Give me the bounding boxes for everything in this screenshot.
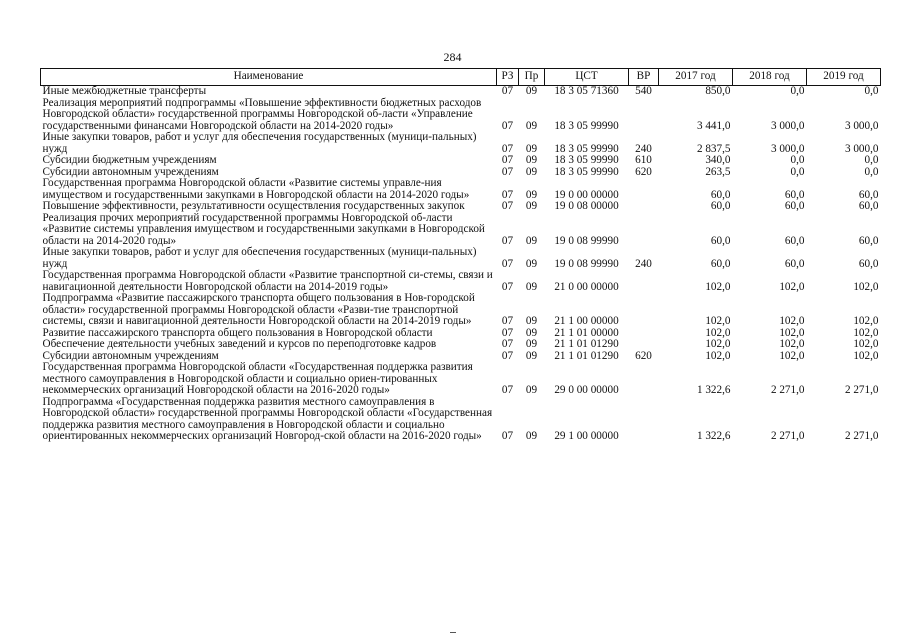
cell-vr: 540 <box>635 85 652 97</box>
cell-pr: 09 <box>525 384 538 396</box>
cell-name: Повышение эффективности, результативности осуществления государственных закупок <box>42 200 465 212</box>
cell-2019: 102,0 <box>853 349 879 362</box>
cell-2018: 3 000,0 <box>770 119 805 132</box>
cell-cst: 18 3 05 71360 <box>554 85 619 97</box>
cell-rz: 07 <box>501 384 514 396</box>
cell-vr <box>629 362 659 397</box>
cell-name: Субсидии бюджетным учреждениям <box>42 154 217 166</box>
cell-vr: 610 <box>635 154 652 166</box>
cell-cst: 29 1 00 00000 <box>554 430 619 442</box>
cell-rz: 07 <box>501 257 514 270</box>
cell-cst: 19 0 08 99990 <box>554 234 619 247</box>
header-cst: ЦСТ <box>545 69 629 86</box>
table-row <box>41 339 881 351</box>
cell-2019: 3 000,0 <box>844 142 879 155</box>
table-row <box>41 155 881 167</box>
cell-2018: 60,0 <box>784 234 805 247</box>
cell-vr <box>629 293 659 328</box>
table-row <box>41 247 881 270</box>
cell-cst: 18 3 05 99990 <box>554 165 619 178</box>
table-row <box>41 132 881 155</box>
cell-2017: 263,5 <box>705 165 731 178</box>
cell-2018: 102,0 <box>779 338 805 350</box>
cell-2017: 102,0 <box>705 349 731 362</box>
cell-rz: 07 <box>501 315 514 327</box>
header-2018: 2018 год <box>733 69 807 86</box>
cell-2019: 102,0 <box>853 315 879 327</box>
cell-2018: 0,0 <box>790 154 805 166</box>
cell-pr: 09 <box>525 165 538 178</box>
table-row <box>41 178 881 201</box>
cell-pr: 09 <box>525 280 538 293</box>
cell-2017: 102,0 <box>705 315 731 327</box>
page-footer-mark <box>450 632 456 633</box>
cell-name: Государственная программа Новгородской области «Развитие системы управле-ния имуществом и государственными закупками в Новгородской области на 2014-2020 годы» <box>42 177 470 201</box>
cell-pr: 09 <box>525 154 538 166</box>
cell-vr: 240 <box>635 257 652 270</box>
cell-rz: 07 <box>501 338 514 350</box>
cell-2017: 1 322,6 <box>696 384 731 396</box>
cell-2018: 102,0 <box>779 280 805 293</box>
cell-name: Государственная программа Новгородской области «Развитие транспортной си-стемы, связи и навигационной деятельности Новгородской области на 2014-2019 годы» <box>42 269 493 293</box>
cell-cst: 19 0 08 00000 <box>554 200 619 212</box>
cell-cst: 18 3 05 99990 <box>554 142 619 155</box>
cell-pr: 09 <box>525 119 538 132</box>
cell-cst: 18 3 05 99990 <box>554 119 619 132</box>
cell-name: Иные закупки товаров, работ и услуг для обеспечения государственных (муници-пальных) нужд <box>42 131 477 155</box>
cell-name: Реализация мероприятий подпрограммы «Повышение эффективности бюджетных расходов Новгородской области» государственной программы Новгородской об-ласти «Управление государственными финансами Новгородской области на 2014-2020 годы» <box>42 96 482 132</box>
cell-2018: 3 000,0 <box>770 142 805 155</box>
cell-cst: 21 1 00 00000 <box>554 315 619 327</box>
cell-2019: 0,0 <box>864 85 879 97</box>
cell-vr <box>629 397 659 443</box>
cell-cst: 21 1 01 00000 <box>554 326 619 339</box>
cell-rz: 07 <box>501 165 514 178</box>
cell-pr: 09 <box>525 188 538 201</box>
cell-name: Иные закупки товаров, работ и услуг для обеспечения государственных (муници-пальных) нужд <box>42 246 477 270</box>
header-pr: Пр <box>519 69 545 86</box>
cell-2017: 340,0 <box>705 154 731 166</box>
cell-vr <box>629 270 659 293</box>
cell-2017: 60,0 <box>710 200 731 212</box>
cell-pr: 09 <box>525 85 538 97</box>
cell-2018: 60,0 <box>784 200 805 212</box>
cell-cst: 29 0 00 00000 <box>554 384 619 396</box>
cell-cst: 21 1 01 01290 <box>554 349 619 362</box>
cell-2019: 102,0 <box>853 338 879 350</box>
table-header-row <box>41 69 881 86</box>
cell-2017: 60,0 <box>710 188 731 201</box>
cell-pr: 09 <box>525 326 538 339</box>
cell-2018: 102,0 <box>779 326 805 339</box>
table-row <box>41 86 881 98</box>
cell-2017: 60,0 <box>710 257 731 270</box>
header-rz: РЗ <box>497 69 519 86</box>
cell-2019: 60,0 <box>858 257 879 270</box>
cell-2017: 102,0 <box>705 338 731 350</box>
cell-rz: 07 <box>501 430 514 442</box>
cell-pr: 09 <box>525 315 538 327</box>
cell-rz: 07 <box>501 119 514 132</box>
cell-2019: 102,0 <box>853 326 879 339</box>
cell-2017: 102,0 <box>705 326 731 339</box>
cell-2017: 850,0 <box>705 85 731 97</box>
cell-pr: 09 <box>525 430 538 442</box>
table-row <box>41 362 881 397</box>
cell-2018: 60,0 <box>784 188 805 201</box>
table-row <box>41 201 881 213</box>
cell-2019: 3 000,0 <box>844 119 879 132</box>
header-name: Наименование <box>41 69 497 86</box>
cell-vr: 240 <box>635 142 652 155</box>
cell-name: Государственная программа Новгородской области «Государственная поддержка развития местного самоуправления в Новгородской области и социально ориен-тированных некоммерческих организаций Новгородской области на 2016-2020 годы» <box>42 361 473 396</box>
cell-2019: 60,0 <box>858 200 879 212</box>
cell-2018: 60,0 <box>784 257 805 270</box>
cell-2018: 102,0 <box>779 349 805 362</box>
cell-2017: 3 441,0 <box>696 119 731 132</box>
cell-vr <box>629 339 659 351</box>
cell-rz: 07 <box>501 154 514 166</box>
cell-vr <box>629 98 659 133</box>
cell-rz: 07 <box>501 200 514 212</box>
cell-rz: 07 <box>501 142 514 155</box>
table-row <box>41 213 881 248</box>
cell-name: Подпрограмма «Развитие пассажирского транспорта общего пользования в Нов-городской области» государственной программы Новгородской области «Разви-тие транспортной системы, связи и навигационной деятельности Новгородской области на 2014-2019 годы» <box>42 292 475 327</box>
cell-name: Субсидии автономным учреждениям <box>42 349 219 362</box>
cell-2019: 0,0 <box>864 154 879 166</box>
cell-2017: 60,0 <box>710 234 731 247</box>
cell-rz: 07 <box>501 188 514 201</box>
cell-name: Реализация прочих мероприятий государственной программы Новгородской об-ласти «Развитие системы управления имуществом и государственными закупками в Новгородской области на 2014-2020 годы» <box>42 211 485 247</box>
cell-2019: 2 271,0 <box>844 430 879 442</box>
cell-name: Подпрограмма «Государственная поддержка развития местного самоуправления в Новгородской области» государственной программы Новгородской области «Государственная поддержка развития местного самоуправления в Новгородской области и социально ориентированных некоммерческих организаций Новгород-ской области на 2016-2020 годы» <box>42 395 493 442</box>
cell-name: Обеспечение деятельности учебных заведений и курсов по переподготовке кадров <box>42 338 437 350</box>
cell-pr: 09 <box>525 234 538 247</box>
cell-vr: 620 <box>635 165 652 178</box>
cell-2019: 2 271,0 <box>844 384 879 396</box>
budget-table <box>40 68 881 443</box>
table-row <box>41 293 881 328</box>
cell-2019: 0,0 <box>864 165 879 178</box>
cell-2018: 0,0 <box>790 165 805 178</box>
cell-cst: 19 0 00 00000 <box>554 188 619 201</box>
cell-2017: 102,0 <box>705 280 731 293</box>
cell-pr: 09 <box>525 257 538 270</box>
cell-2018: 2 271,0 <box>770 430 805 442</box>
cell-2019: 60,0 <box>858 188 879 201</box>
table-row <box>41 270 881 293</box>
table-row <box>41 98 881 133</box>
cell-name: Развитие пассажирского транспорта общего пользования в Новгородской области <box>42 326 433 339</box>
cell-2019: 60,0 <box>858 234 879 247</box>
cell-2017: 2 837,5 <box>696 142 731 155</box>
cell-cst: 18 3 05 99990 <box>554 154 619 166</box>
cell-name: Иные межбюджетные трансферты <box>42 85 207 97</box>
cell-rz: 07 <box>501 280 514 293</box>
cell-vr <box>629 213 659 248</box>
table-row <box>41 397 881 443</box>
cell-2018: 2 271,0 <box>770 384 805 396</box>
header-2019: 2019 год <box>807 69 881 86</box>
header-vr: ВР <box>629 69 659 86</box>
cell-rz: 07 <box>501 234 514 247</box>
cell-pr: 09 <box>525 200 538 212</box>
cell-rz: 07 <box>501 326 514 339</box>
cell-2017: 1 322,6 <box>696 430 731 442</box>
cell-vr <box>629 328 659 340</box>
cell-2019: 102,0 <box>853 280 879 293</box>
cell-cst: 21 0 00 00000 <box>554 280 619 293</box>
cell-rz: 07 <box>501 85 514 97</box>
cell-vr: 620 <box>635 349 652 362</box>
cell-pr: 09 <box>525 338 538 350</box>
cell-vr <box>629 178 659 201</box>
cell-2018: 102,0 <box>779 315 805 327</box>
cell-pr: 09 <box>525 349 538 362</box>
cell-pr: 09 <box>525 142 538 155</box>
cell-rz: 07 <box>501 349 514 362</box>
cell-2018: 0,0 <box>790 85 805 97</box>
cell-vr <box>629 201 659 213</box>
cell-cst: 19 0 08 99990 <box>554 257 619 270</box>
cell-name: Субсидии автономным учреждениям <box>42 165 219 178</box>
header-2017: 2017 год <box>659 69 733 86</box>
page-number: 284 <box>443 50 462 64</box>
cell-cst: 21 1 01 01290 <box>554 338 619 350</box>
